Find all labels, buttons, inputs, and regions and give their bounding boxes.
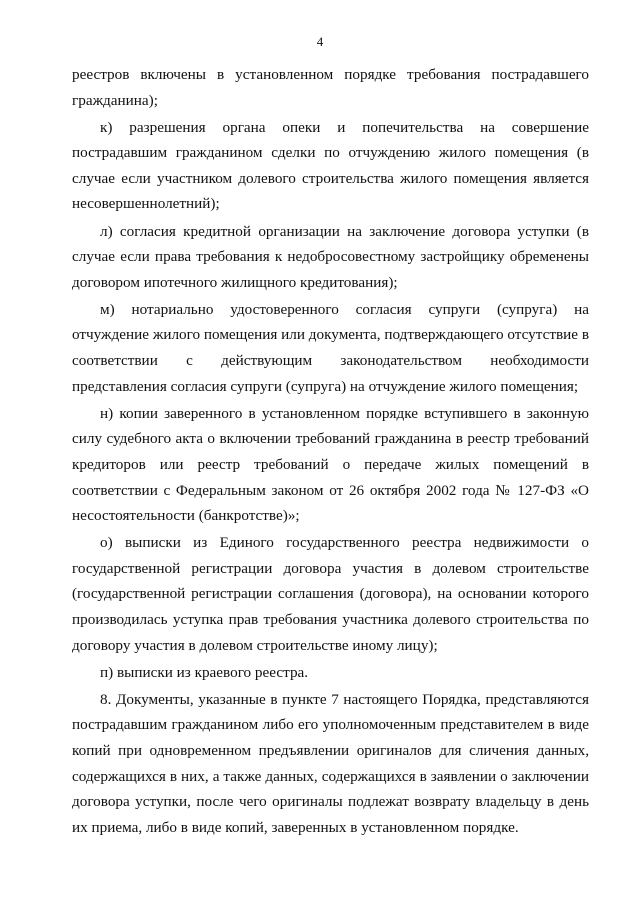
paragraph-item-l: л) согласия кредитной организации на заключение договора уступки (в случае если права требования к недобросовестному застройщику обременены договором ипотечного жилищного кредитования); (72, 222, 589, 291)
paragraph-item-k: к) разрешения органа опеки и попечительства на совершение пострадавшим гражданином сделки по отчуждению жилого помещения (в случае если участником долевого строительства жилого помещения является несовершеннолетний); (72, 118, 589, 213)
paragraph-continuation: реестров включены в установленном порядке требования пострадавшего гражданина); (72, 66, 589, 109)
paragraph-item-o: о) выписки из Единого государственного реестра недвижимости о государственной регистрации договора участия в долевом строительстве (государственной регистрации соглашения (договора), на основании которого производилась уступка прав требования участника долевого строительства по договору участия в долевом строительстве иному лицу); (72, 534, 589, 654)
paragraph-item-m: м) нотариально удостоверенного согласия супруги (супруга) на отчуждение жилого помещения или документа, подтверждающего отсутствие в соответствии с действующим законодательством необходимости представления согласия супруги (супруга) на отчуждение жилого помещения; (72, 300, 589, 395)
paragraph-section-8: 8. Документы, указанные в пункте 7 настоящего Порядка, представляются пострадавшим гражданином либо его уполномоченным представителем в виде копий при одновременном предъявлении оригиналов для сличения данных, содержащихся в них, а также данных, содержащихся в заявлении о заключении договора уступки, после чего оригиналы подлежат возврату владельцу в день их приема, либо в виде копий, заверенных в установленном порядке. (72, 690, 589, 836)
paragraph-item-n: н) копии заверенного в установленном порядке вступившего в законную силу судебного акта о включении требований гражданина в реестр требований кредиторов или реестр требований о передаче жилых помещений в соответствии с Федеральным законом от 26 октября 2002 года № 127-ФЗ «О несостоятельности (банкротстве)»; (72, 404, 589, 525)
paragraph-item-p: п) выписки из краевого реестра. (100, 663, 309, 681)
document-body (72, 62, 589, 840)
page-number: 4 (316, 34, 324, 49)
